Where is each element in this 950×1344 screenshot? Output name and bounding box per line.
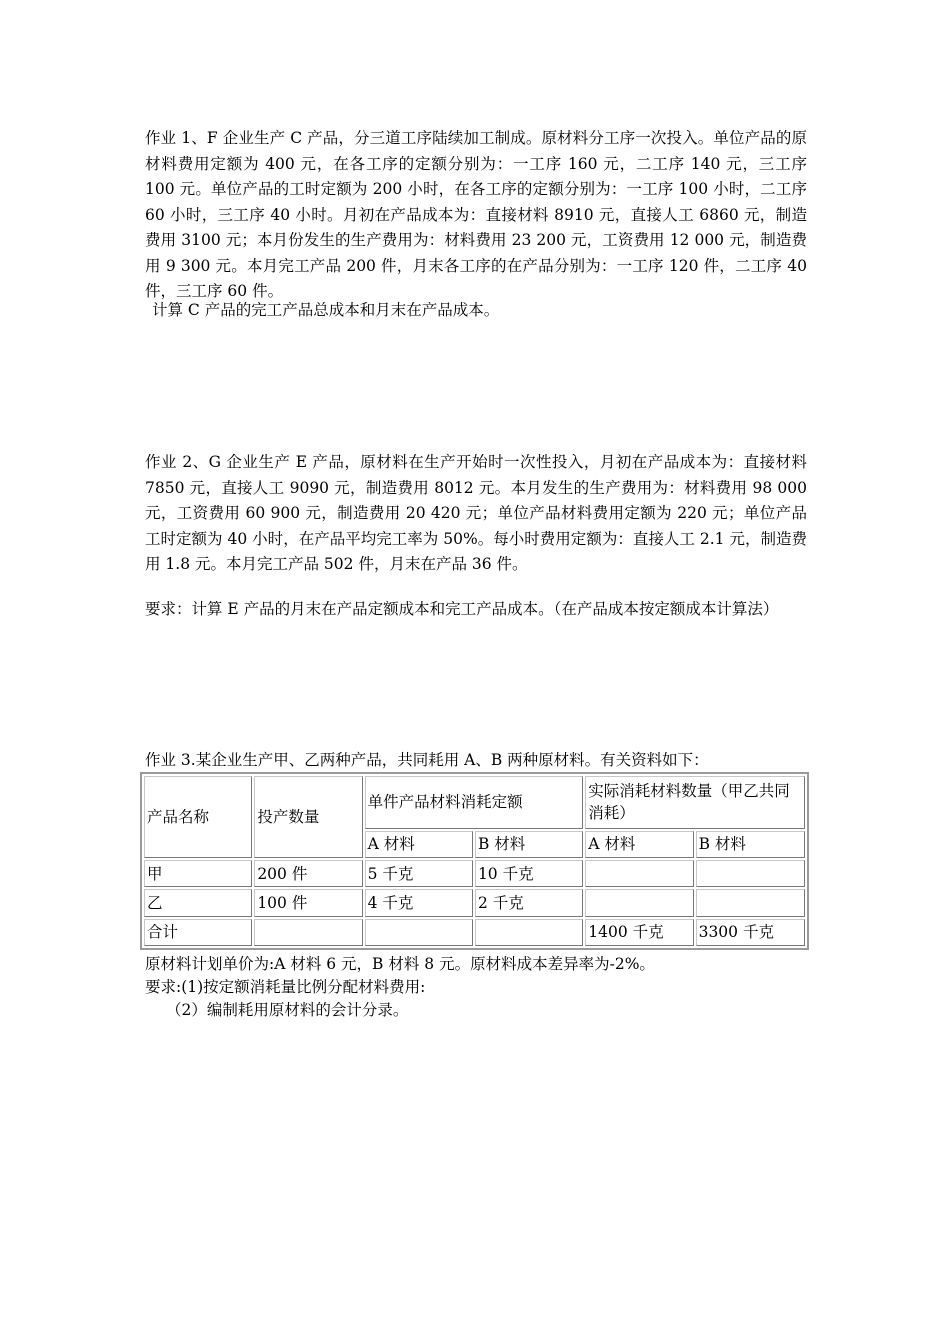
cell-quota-a: 4 千克 <box>365 889 473 916</box>
cell-quota-a: 5 千克 <box>365 860 473 887</box>
subheader-quota-b: B 材料 <box>475 831 583 858</box>
homework-3-price-note: 原材料计划单价为:A 材料 6 元，B 材料 8 元。原材料成本差异率为-2%。 <box>145 955 655 973</box>
table-row <box>144 860 805 887</box>
cell-actual-a <box>585 860 693 887</box>
subheader-actual-a: A 材料 <box>585 831 693 858</box>
homework-3-requirement-1: 要求:(1)按定额消耗量比例分配材料费用: <box>145 978 426 996</box>
table-row-total <box>144 919 805 946</box>
homework-2-task: 要求：计算 E 产品的月末在产品定额成本和完工产品成本。（在产品成本按定额成本计算法） <box>145 600 779 618</box>
header-production-qty: 投产数量 <box>254 776 362 858</box>
homework-1-text: 作业 1、F 企业生产 C 产品，分三道工序陆续加工制成。原材料分工序一次投入。单位产品的原材料费用定额为 400 元，在各工序的定额分别为：一工序 160 元，二工序 140 元，三工序 100 元。单位产品的工时定额为 200 小时，在各工序的定额分别为：一工序 100 小时，二工序 60 小时，三工序 40 小时。月初在产品成本为：直接材料 8910 元，直接人工 6860 元，制造费用 3100 元；本月份发生的生产费用为：材料费用 23 200 元，工资费用 12 000 元，制造费用 9 300 元。本月完工产品 200 件，月末各工序的在产品分别为：一工序 120 件，二工序 40 件，三工序 60 件。 <box>145 129 807 300</box>
cell-actual-a: 1400 千克 <box>585 919 693 946</box>
subheader-actual-b: B 材料 <box>696 831 805 858</box>
cell-quota-b <box>475 919 583 946</box>
cell-actual-b <box>696 860 805 887</box>
cell-product-name: 甲 <box>144 860 252 887</box>
cell-quota-b: 2 千克 <box>475 889 583 916</box>
cell-quota-a <box>365 919 473 946</box>
header-actual-consumption: 实际消耗材料数量（甲乙共同消耗） <box>585 776 805 829</box>
cell-qty: 200 件 <box>254 860 362 887</box>
cell-actual-b: 3300 千克 <box>696 919 805 946</box>
homework-3-intro: 作业 3.某企业生产甲、乙两种产品，共同耗用 A、B 两种原材料。有关资料如下： <box>145 751 709 769</box>
cell-product-name: 合计 <box>144 919 252 946</box>
cell-actual-a <box>585 889 693 916</box>
cell-qty: 100 件 <box>254 889 362 916</box>
homework-1-task: 计算 C 产品的完工产品总成本和月末在产品成本。 <box>152 301 500 319</box>
material-quota-table <box>140 772 809 950</box>
cell-qty <box>254 919 362 946</box>
header-product-name: 产品名称 <box>144 776 252 858</box>
cell-product-name: 乙 <box>144 889 252 916</box>
cell-quota-b: 10 千克 <box>475 860 583 887</box>
header-unit-quota: 单件产品材料消耗定额 <box>365 776 584 829</box>
homework-2-text: 作业 2、G 企业生产 E 产品，原材料在生产开始时一次性投入，月初在产品成本为：直接材料 7850 元，直接人工 9090 元，制造费用 8012 元。本月发生的生产费用为：材料费用 98 000 元，工资费用 60 900 元，制造费用 20 420 元；单位产品材料费用定额为 220 元；单位产品工时定额为 40 小时，在产品平均完工率为 50%。每小时费用定额为：直接人工 2.1 元，制造费用 1.8 元。本月完工产品 502 件，月末在产品 36 件。 <box>145 453 807 573</box>
table-header-row <box>144 776 805 829</box>
subheader-quota-a: A 材料 <box>365 831 473 858</box>
homework-3-requirement-2: （2）编制耗用原材料的会计分录。 <box>166 1001 409 1019</box>
cell-actual-b <box>696 889 805 916</box>
table-row <box>144 889 805 916</box>
